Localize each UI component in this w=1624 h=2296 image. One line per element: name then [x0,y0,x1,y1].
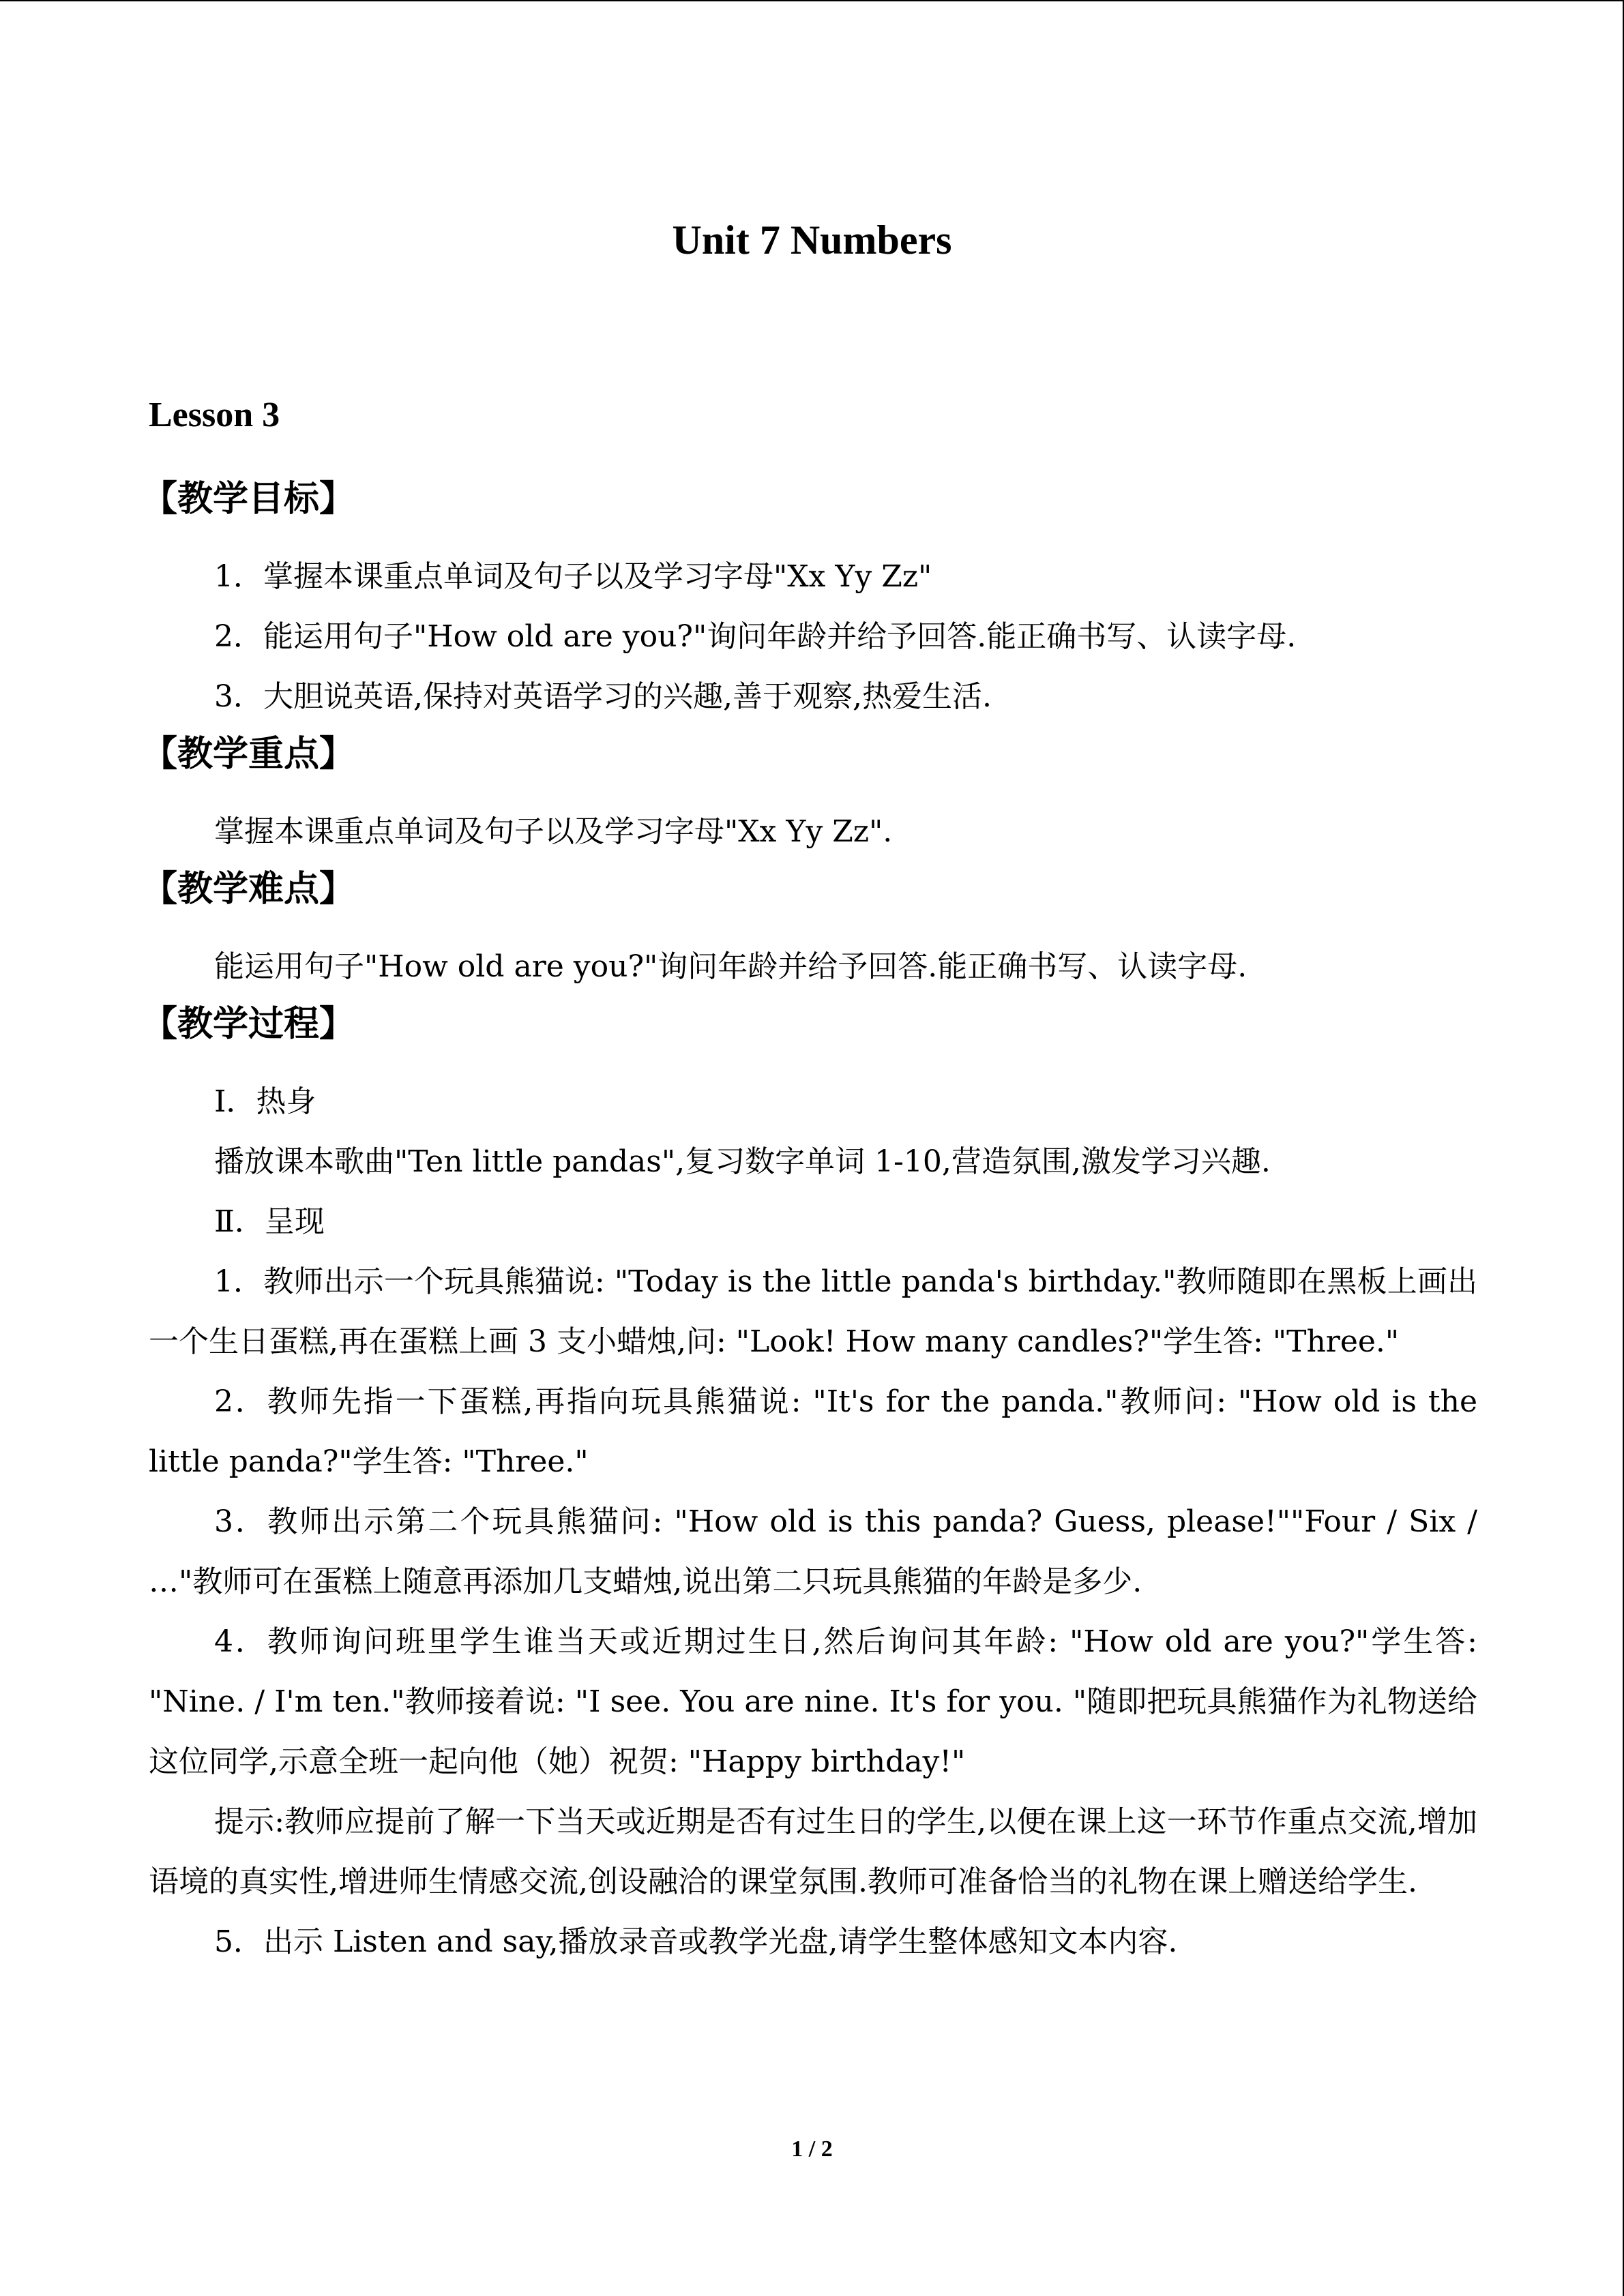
present-title: Ⅱ．呈现 [214,1204,325,1239]
process-step-1: 1．教师出示一个玩具熊猫说: "Today is the little panda's birthday."教师随即在黑板上画出一个生日蛋糕,再在蛋糕上画 3 支小蜡烛,问: "Look! How many candles?"学生答: "Three." [149,1264,1477,1359]
key-points-text: 掌握本课重点单词及句子以及学习字母"Xx Yy Zz". [214,814,893,849]
warmup-title: Ⅰ．热身 [214,1084,316,1119]
key-points-heading: 【教学重点】 [142,734,355,775]
page-number: 1 / 2 [791,2136,833,2162]
process-step-2: 2．教师先指一下蛋糕,再指向玩具熊猫说: "It's for the panda."教师问: "How old is the little panda?"学生答: "Three." [149,1384,1477,1479]
difficulties-heading: 【教学难点】 [142,869,355,910]
objectives-heading: 【教学目标】 [142,479,355,520]
process-heading: 【教学过程】 [142,1004,355,1045]
process-step-5: 5．出示 Listen and say,播放录音或教学光盘,请学生整体感知文本内容. [214,1924,1178,1959]
objective-item-3: 3．大胆说英语,保持对英语学习的兴趣,善于观察,热爱生活. [214,679,992,714]
document-body [142,472,1477,1972]
document-title: Unit 7 Numbers [672,218,952,263]
difficulties-text: 能运用句子"How old are you?"询问年龄并给予回答.能正确书写、认读字母. [214,949,1247,984]
objective-item-2: 2．能运用句子"How old are you?"询问年龄并给予回答.能正确书写、认读字母. [214,619,1297,654]
lesson-label: Lesson 3 [149,396,280,434]
warmup-text: 播放课本歌曲"Ten little pandas",复习数字单词 1-10,营造氛围,激发学习兴趣. [214,1144,1271,1179]
process-tip: 提示:教师应提前了解一下当天或近期是否有过生日的学生,以便在课上这一环节作重点交流,增加语境的真实性,增进师生情感交流,创设融洽的课堂氛围.教师可准备恰当的礼物在课上赠送给学生. [149,1804,1477,1899]
objective-item-1: 1．掌握本课重点单词及句子以及学习字母"Xx Yy Zz" [214,559,932,594]
process-step-3: 3．教师出示第二个玩具熊猫问: "How old is this panda? Guess, please!""Four / Six / …"教师可在蛋糕上随意再添加几支蜡烛,说出第二只玩具熊猫的年龄是多少. [149,1504,1477,1599]
process-step-4: 4．教师询问班里学生谁当天或近期过生日,然后询问其年龄: "How old are you?"学生答: "Nine. / I'm ten."教师接着说: "I see. You are nine. It's for you. "随即把玩具熊猫作为礼物送给这位同学,示意全班一起向他（她）祝贺: "Happy birthday!" [149,1624,1477,1779]
